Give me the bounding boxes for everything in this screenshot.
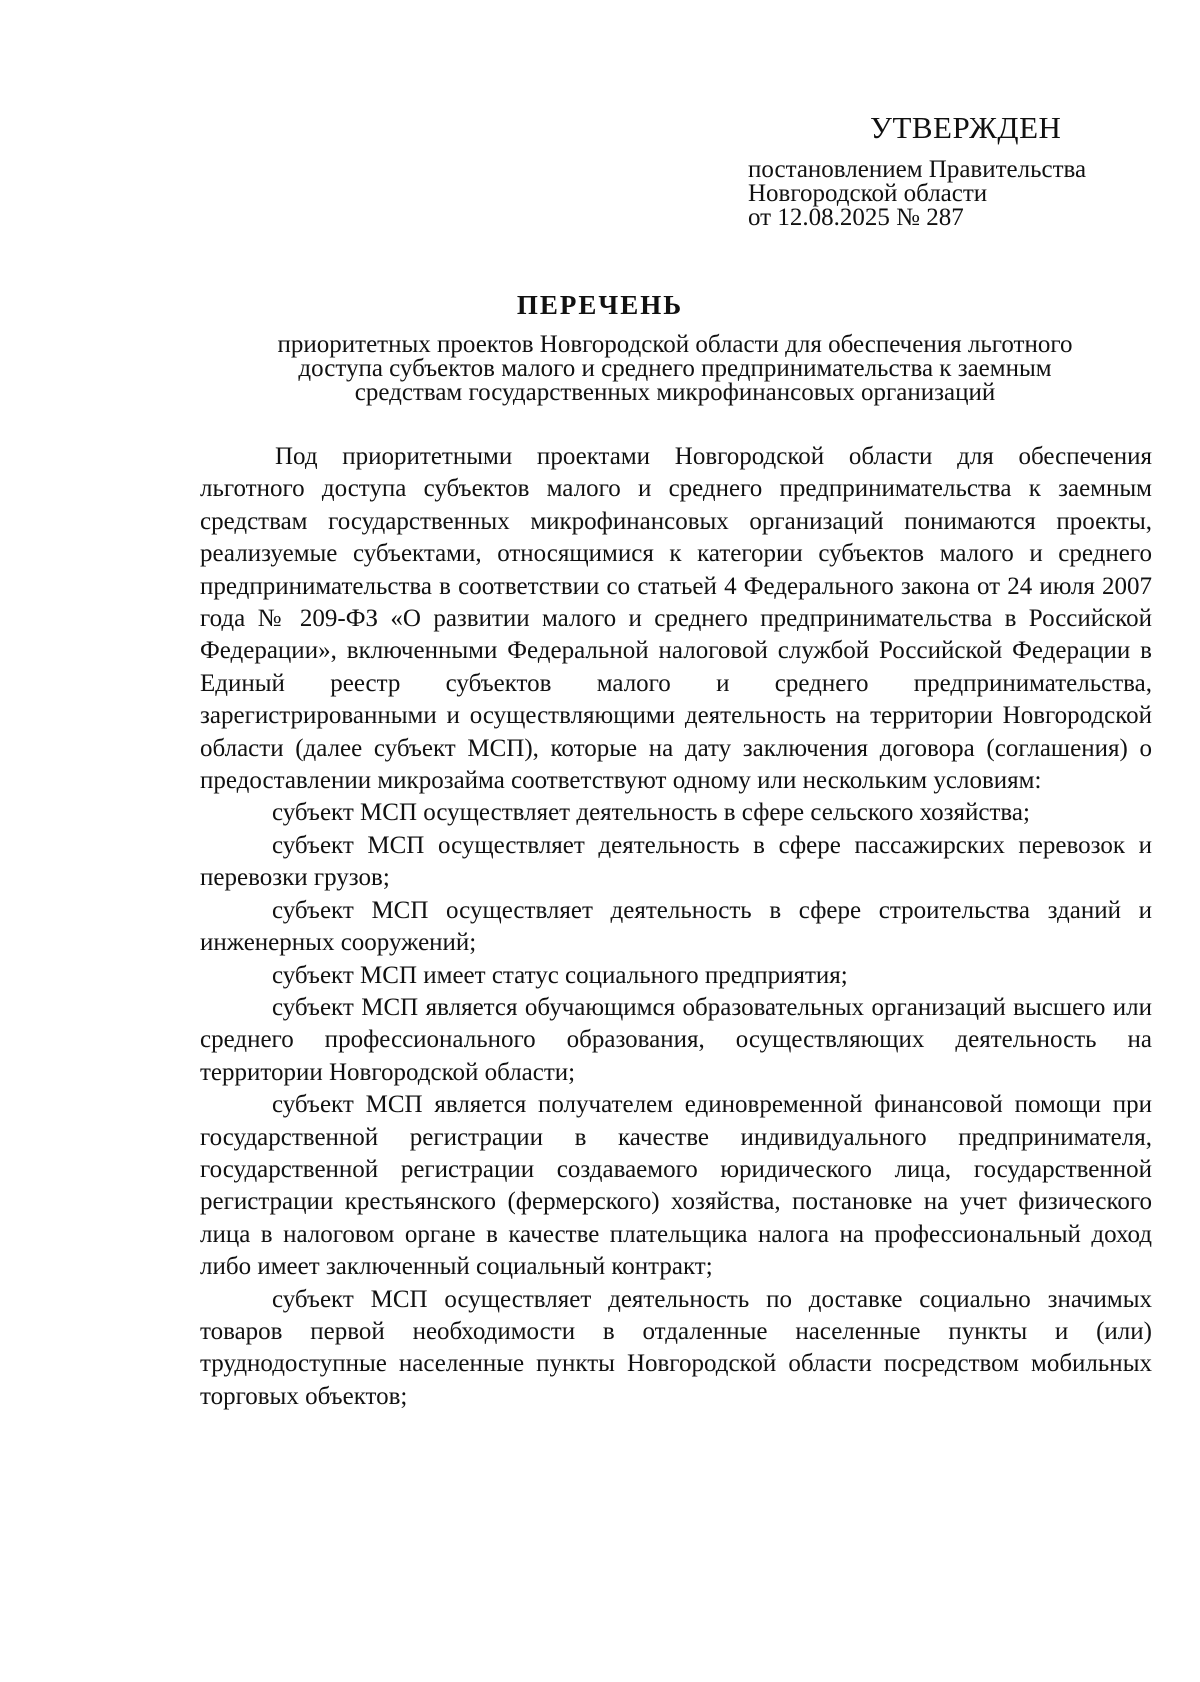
approval-line: постановлением Правительства xyxy=(748,156,1087,183)
condition-paragraph: субъект МСП осуществляет деятельность в сфере сельского хозяйства; xyxy=(272,799,1030,827)
document-subtitle xyxy=(215,333,1135,405)
condition-paragraph: субъект МСП является обучающимся образовательных организаций высшего или среднего профессионального образования, осуществляющих деятельность на территории Новгородской области; xyxy=(200,993,1152,1086)
document-body xyxy=(200,441,1152,1413)
condition-paragraph: субъект МСП имеет статус социального предприятия; xyxy=(272,961,848,989)
condition-paragraph: субъект МСП осуществляет деятельность в сфере строительства зданий и инженерных сооружений; xyxy=(200,896,1152,957)
approval-block xyxy=(748,158,1086,230)
approval-line: Новгородской области xyxy=(748,180,988,207)
approval-date-number: от 12.08.2025 № 287 xyxy=(748,204,964,231)
subtitle-line: средствам государственных микрофинансовых организаций xyxy=(354,379,996,406)
intro-paragraph: Под приоритетными проектами Новгородской области для обеспечения льготного доступа субъектов малого и среднего предпринимательства к заемным средствам государственных микрофинансовых организаций понимаются проекты, реализуемые субъектами, относящимися к категории субъектов малого и среднего предпринимательства в соответствии со статьей 4 Федерального закона от 24 июля 2007 года № 209-ФЗ «О развитии малого и среднего предпринимательства в Российской Федерации», включенными Федеральной налоговой службой Российской Федерации в Единый реестр субъектов малого и среднего предпринимательства, зарегистрированными и осуществляющими деятельность на территории Новгородской области (далее субъект МСП), которые на дату заключения договора (соглашения) о предоставлении микрозайма соответствуют одному или нескольким условиям: xyxy=(200,443,1152,795)
subtitle-line: приоритетных проектов Новгородской области для обеспечения льготного xyxy=(277,331,1073,358)
document-title: ПЕРЕЧЕНЬ xyxy=(516,290,684,320)
condition-paragraph: субъект МСП осуществляет деятельность по доставке социально значимых товаров первой необходимости в отдаленные населенные пункты и (или) труднодоступные населенные пункты Новгородской области посредством мобильных торговых объектов; xyxy=(200,1285,1152,1410)
condition-paragraph: субъект МСП осуществляет деятельность в сфере пассажирских перевозок и перевозки грузов; xyxy=(200,831,1152,892)
approval-stamp-title: УТВЕРЖДЕН xyxy=(870,110,1062,145)
condition-paragraph: субъект МСП является получателем единовременной финансовой помощи при государственной регистрации в качестве индивидуального предпринимателя, государственной регистрации создаваемого юридического лица, государственной регистрации крестьянского (фермерского) хозяйства, постановке на учет физического лица в налоговом органе в качестве плательщика налога на профессиональный доход либо имеет заключенный социальный контракт; xyxy=(200,1091,1152,1281)
subtitle-line: доступа субъектов малого и среднего предпринимательства к заемным xyxy=(298,355,1052,382)
